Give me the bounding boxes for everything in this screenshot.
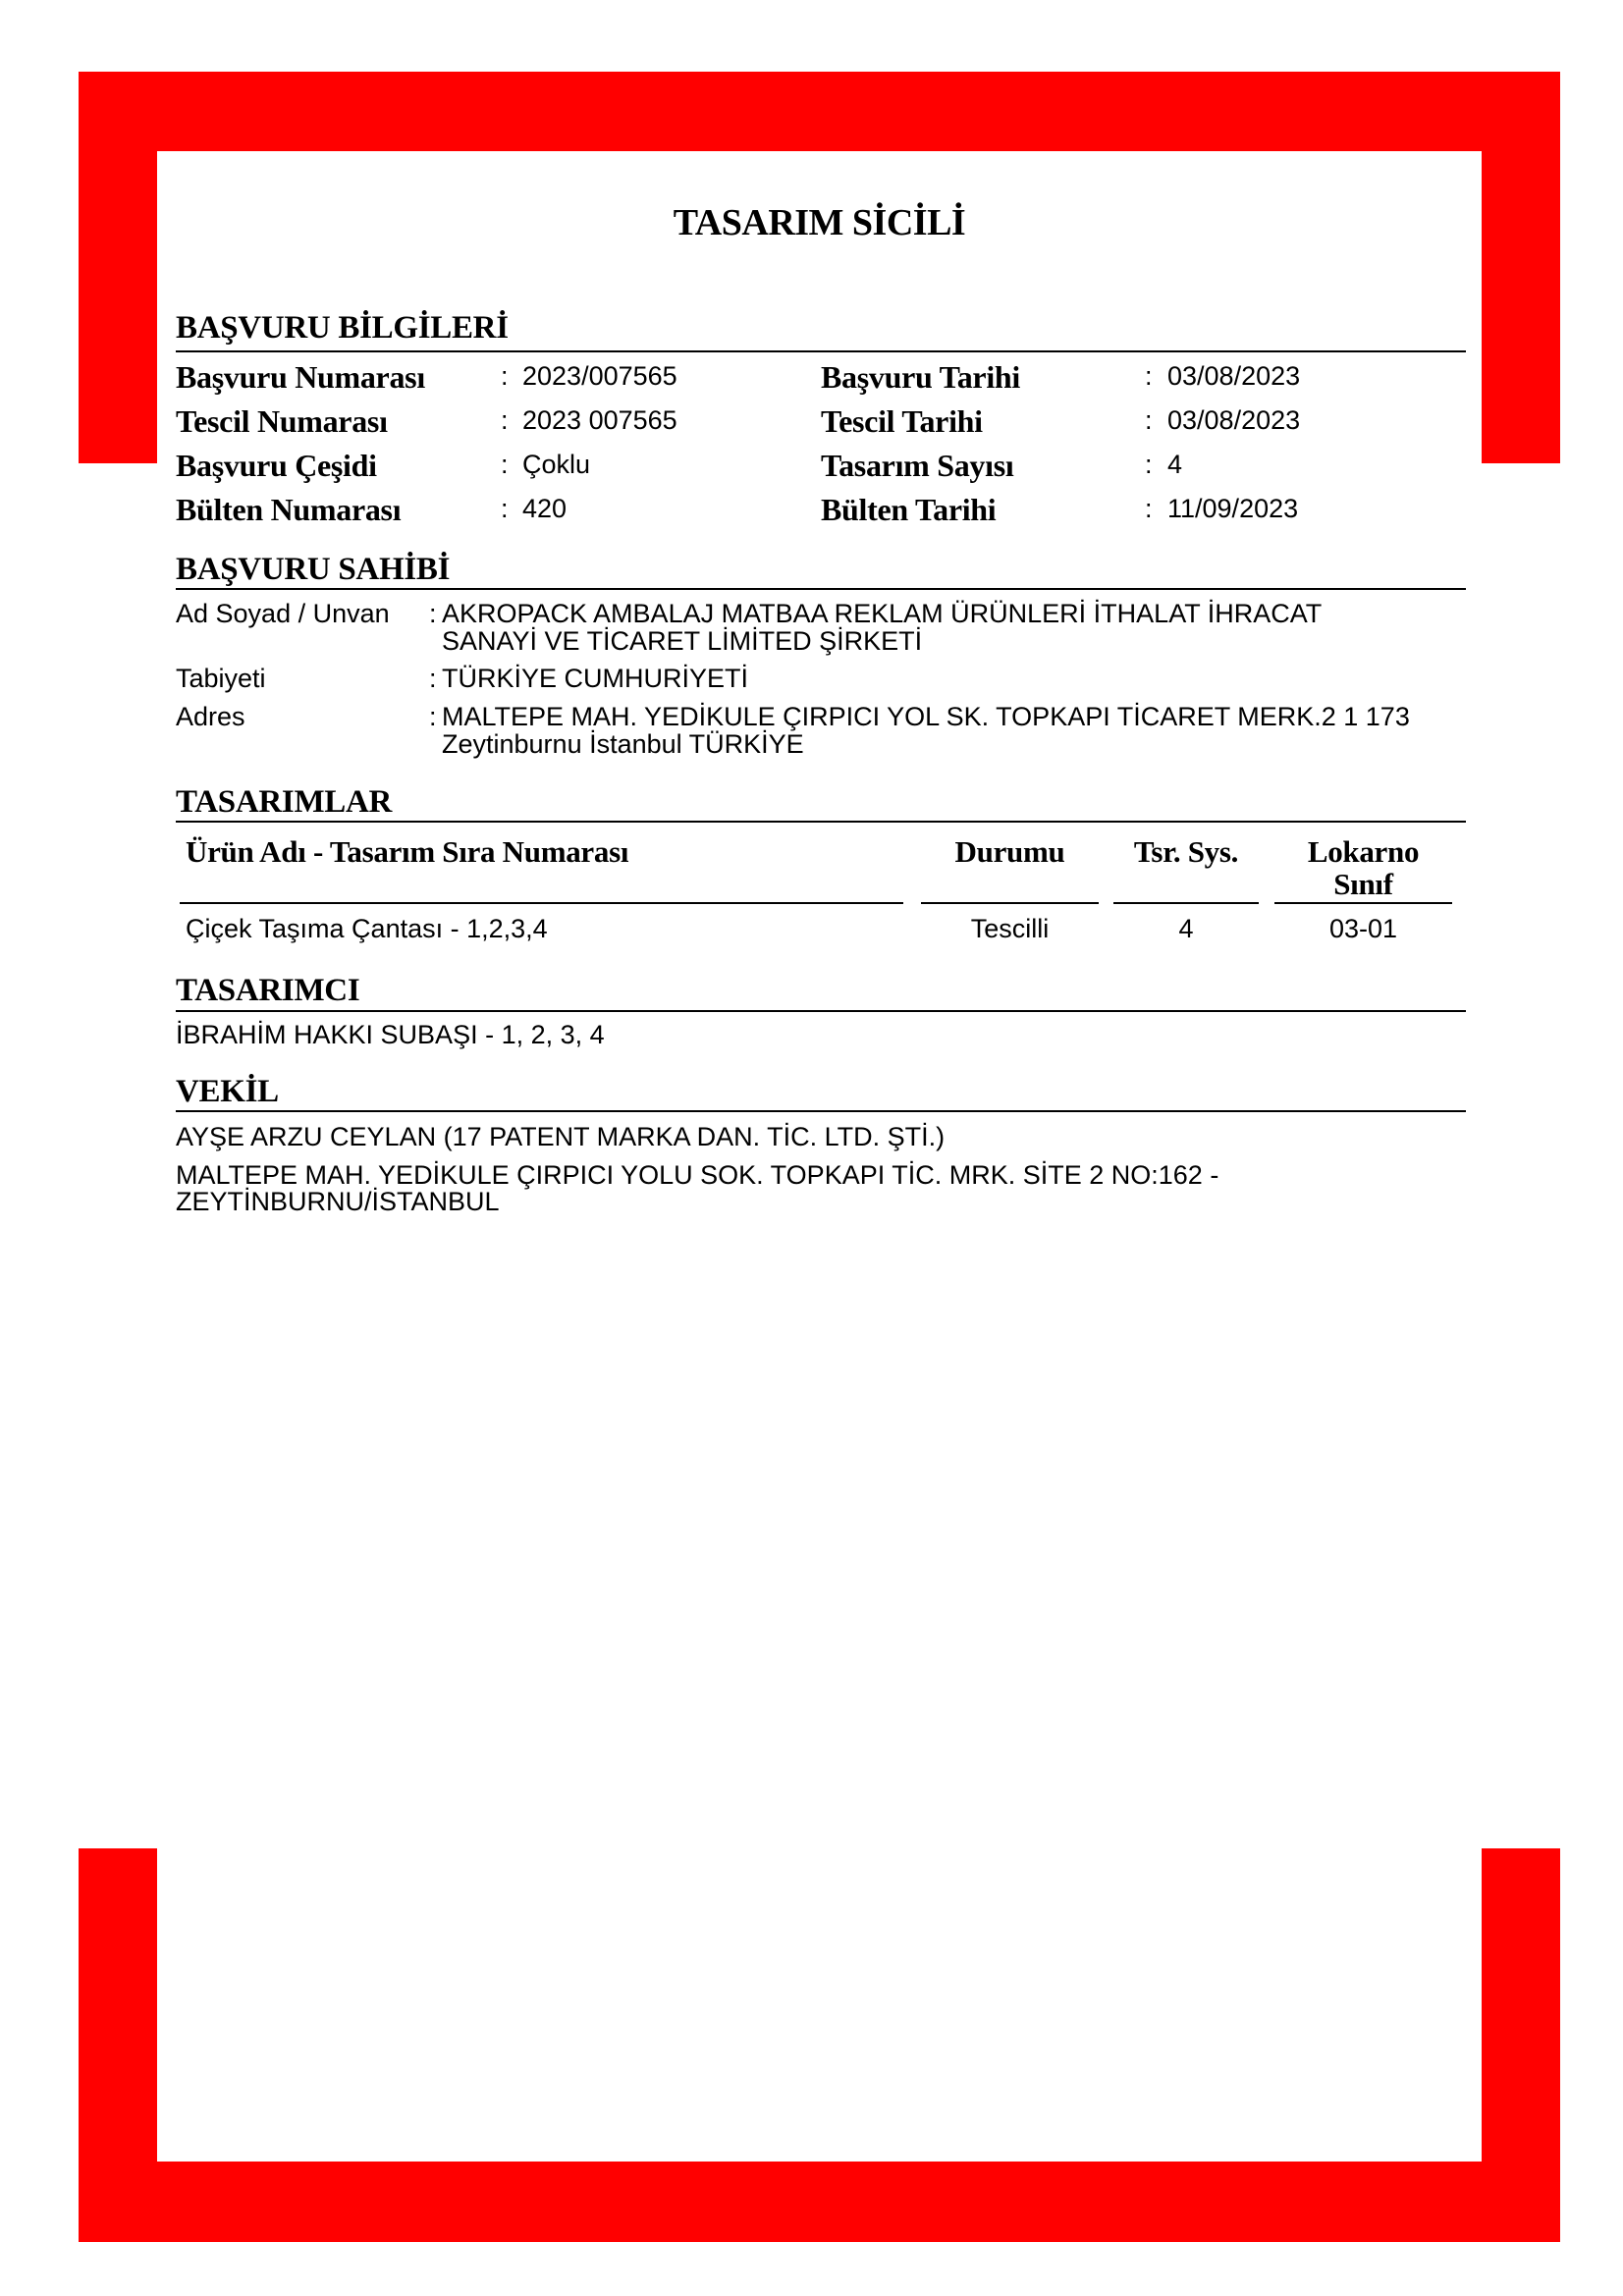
- field-value: 03/08/2023: [1167, 361, 1301, 391]
- section-rule: [176, 1110, 1466, 1112]
- field-value: 2023 007565: [522, 405, 677, 435]
- section-heading-basvuru-sahibi: BAŞVURU SAHİBİ: [176, 552, 451, 587]
- field-value: 4: [1167, 450, 1183, 479]
- field-value: AKROPACK AMBALAJ MATBAA REKLAM ÜRÜNLERİ İTHALAT İHRACAT: [442, 599, 1323, 628]
- cell-urun: Çiçek Taşıma Çantası - 1,2,3,4: [186, 914, 548, 943]
- col-header-lokarno: Lokarno: [1307, 834, 1420, 869]
- section-heading-tasarimlar: TASARIMLAR: [176, 784, 393, 820]
- field-colon: :: [501, 494, 509, 523]
- field-label: Tescil Numarası: [176, 403, 388, 439]
- field-label: Tasarım Sayısı: [821, 448, 1014, 483]
- frame-bottom-right-leg: [1482, 1848, 1560, 2242]
- field-label: Bülten Tarihi: [821, 492, 997, 527]
- field-colon: :: [1145, 361, 1153, 391]
- col-underline: [1274, 902, 1452, 904]
- field-value: TÜRKİYE CUMHURİYETİ: [442, 664, 749, 693]
- section-rule: [176, 821, 1466, 823]
- section-rule: [176, 350, 1466, 352]
- field-value: 2023/007565: [522, 361, 677, 391]
- field-colon: :: [429, 702, 437, 731]
- attorney-address: MALTEPE MAH. YEDİKULE ÇIRPICI YOLU SOK. TOPKAPI TİC. MRK. SİTE 2 NO:162 -: [176, 1160, 1219, 1190]
- cell-lokarno: 03-01: [1328, 914, 1398, 943]
- field-label: Bülten Numarası: [176, 492, 402, 527]
- field-colon: :: [429, 664, 437, 693]
- section-rule: [176, 588, 1466, 590]
- field-value: Çoklu: [522, 450, 591, 479]
- col-underline: [180, 902, 903, 904]
- frame-bottom-bar: [79, 2162, 1560, 2242]
- field-value: 11/09/2023: [1167, 494, 1299, 523]
- section-heading-vekil: VEKİL: [176, 1074, 279, 1109]
- frame-top-right-leg: [1482, 72, 1560, 463]
- col-header-lokarno-sinif: Sınıf: [1333, 867, 1393, 901]
- section-heading-basvuru-bilgileri: BAŞVURU BİLGİLERİ: [176, 310, 509, 346]
- field-value-cont: Zeytinburnu İstanbul TÜRKİYE: [442, 729, 804, 759]
- field-colon: :: [501, 361, 509, 391]
- field-colon: :: [1145, 494, 1153, 523]
- frame-top-left-leg: [79, 72, 157, 463]
- col-header-durum: Durumu: [954, 834, 1065, 869]
- field-value: MALTEPE MAH. YEDİKULE ÇIRPICI YOL SK. TOPKAPI TİCARET MERK.2 1 173: [442, 702, 1410, 731]
- field-colon: :: [501, 450, 509, 479]
- field-label: Ad Soyad / Unvan: [176, 599, 390, 628]
- field-colon: :: [501, 405, 509, 435]
- cell-sys: 4: [1178, 914, 1194, 943]
- field-colon: :: [1145, 450, 1153, 479]
- col-underline: [1113, 902, 1259, 904]
- field-colon: :: [429, 599, 437, 628]
- field-value: 03/08/2023: [1167, 405, 1301, 435]
- col-underline: [921, 902, 1099, 904]
- field-value: 420: [522, 494, 568, 523]
- section-rule: [176, 1010, 1466, 1012]
- field-colon: :: [1145, 405, 1153, 435]
- field-label: Adres: [176, 702, 245, 731]
- field-label: Başvuru Numarası: [176, 359, 425, 395]
- field-label: Başvuru Çeşidi: [176, 448, 377, 483]
- attorney-name: AYŞE ARZU CEYLAN (17 PATENT MARKA DAN. TİC. LTD. ŞTİ.): [176, 1122, 946, 1151]
- frame-bottom-left-leg: [79, 1848, 157, 2242]
- field-label: Tescil Tarihi: [821, 403, 983, 439]
- field-label: Başvuru Tarihi: [821, 359, 1021, 395]
- field-value-cont: SANAYİ VE TİCARET LİMİTED ŞİRKETİ: [442, 626, 923, 656]
- col-header-sys: Tsr. Sys.: [1133, 834, 1239, 869]
- page-title: TASARIM SİCİLİ: [673, 202, 966, 243]
- cell-durum: Tescilli: [970, 914, 1050, 943]
- designer-name: İBRAHİM HAKKI SUBAŞI - 1, 2, 3, 4: [176, 1020, 605, 1049]
- section-heading-tasarimci: TASARIMCI: [176, 973, 360, 1008]
- frame-top-bar: [79, 72, 1560, 151]
- col-header-urun: Ürün Adı - Tasarım Sıra Numarası: [186, 834, 629, 869]
- attorney-address-cont: ZEYTİNBURNU/İSTANBUL: [176, 1187, 500, 1216]
- field-label: Tabiyeti: [176, 664, 266, 693]
